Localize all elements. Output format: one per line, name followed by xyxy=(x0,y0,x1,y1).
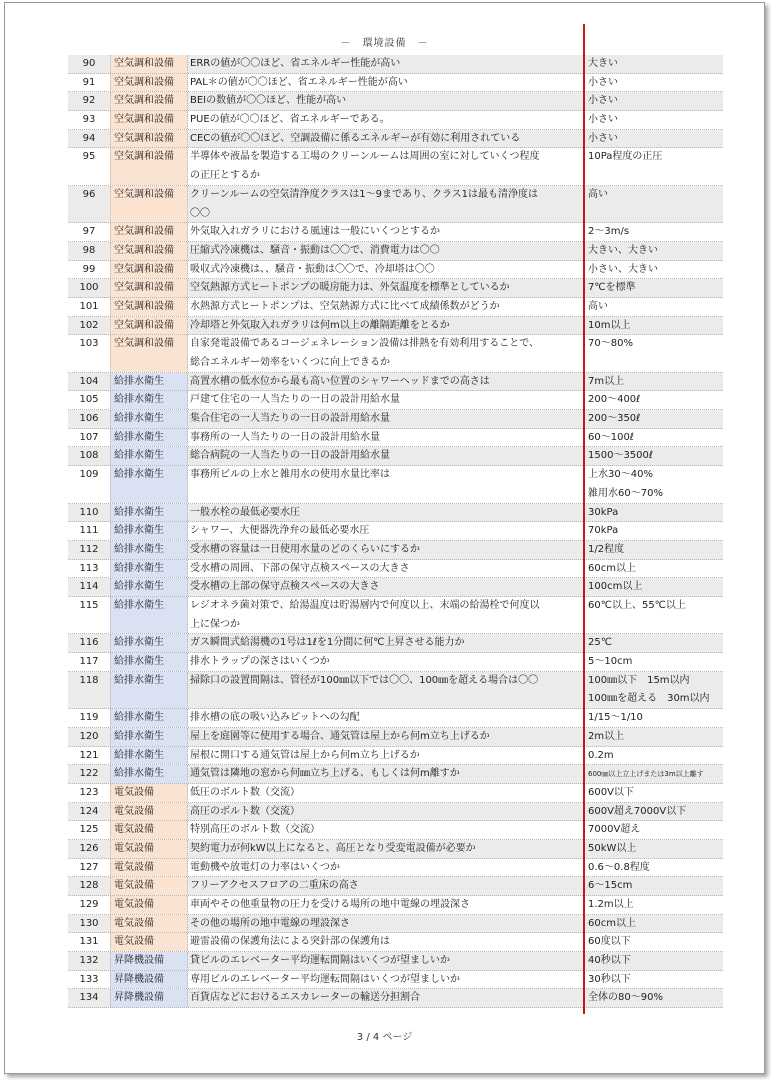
table-row xyxy=(68,989,723,1008)
row-category: 空気調和設備 xyxy=(110,335,188,371)
table-row xyxy=(68,803,723,822)
row-answer: 10m以上 xyxy=(583,317,723,335)
row-category: 電気設備 xyxy=(110,933,188,951)
row-answer: 高い xyxy=(583,186,723,222)
row-question: 専用ビルのエレベーター平均運転間隔はいくつが望ましいか xyxy=(190,973,460,985)
table-row xyxy=(68,821,723,840)
row-answer: 5～10cm xyxy=(583,653,723,671)
row-question: 百貨店などにおけるエスカレーターの輸送分担割合 xyxy=(190,992,420,1004)
row-question: 特別高圧のボルト数（交流） xyxy=(190,824,320,836)
row-number: 124 xyxy=(79,805,99,817)
row-answer: 小さい、大きい xyxy=(583,261,723,279)
row-answer: 70～80% xyxy=(583,335,723,371)
table-row xyxy=(68,709,723,728)
row-number: 133 xyxy=(79,973,99,985)
row-category: 昇降機設備 xyxy=(110,971,188,989)
row-category: 昇降機設備 xyxy=(110,989,188,1007)
row-category: 空気調和設備 xyxy=(110,111,188,129)
row-question: 冷却塔と外気取入れガラリは何m以上の離隔距離をとるか xyxy=(190,319,450,331)
row-number: 92 xyxy=(82,95,96,107)
table-row xyxy=(68,317,723,336)
table-row xyxy=(68,373,723,392)
row-number: 127 xyxy=(79,861,99,873)
row-category: 給排水衛生 xyxy=(110,373,188,391)
row-question: 貸ビルのエレベーター平均運転間隔はいくつが望ましいか xyxy=(190,955,450,967)
table-row xyxy=(68,765,723,784)
row-category: 空気調和設備 xyxy=(110,92,188,110)
row-answer: 小さい xyxy=(583,92,723,110)
row-answer: 600V超え7000V以下 xyxy=(583,803,723,821)
row-answer: 25℃ xyxy=(583,634,723,652)
row-category: 空気調和設備 xyxy=(110,55,188,73)
row-number: 115 xyxy=(79,600,99,611)
row-number: 122 xyxy=(79,768,99,780)
row-category: 空気調和設備 xyxy=(110,279,188,297)
row-question: フリーアクセスフロアの二重床の高さ xyxy=(190,880,359,892)
row-answer: 1.2m以上 xyxy=(583,896,723,914)
table-row xyxy=(68,541,723,560)
row-answer: 2m以上 xyxy=(583,728,723,746)
row-question: レジオネラ菌対策で、給湯温度は貯湯層内で何度以上、末端の給湯栓で何度以 上に保つか xyxy=(190,600,540,630)
row-number: 95 xyxy=(82,151,96,163)
row-answer: 600V以下 xyxy=(583,784,723,802)
row-category: 空気調和設備 xyxy=(110,223,188,241)
row-number: 90 xyxy=(82,58,96,69)
table-row xyxy=(68,915,723,934)
row-category: 空気調和設備 xyxy=(110,298,188,316)
row-answer: 60cm以上 xyxy=(583,915,723,933)
row-answer: 60度以下 xyxy=(583,933,723,951)
table-row xyxy=(68,74,723,93)
row-number: 107 xyxy=(79,431,99,443)
row-category: 給排水衛生 xyxy=(110,429,188,447)
row-category: 給排水衛生 xyxy=(110,560,188,578)
row-answer: 600㎜以上立上げまたは3m以上離す xyxy=(583,765,723,783)
table-row xyxy=(68,840,723,859)
row-answer: 1500～3500ℓ xyxy=(583,447,723,465)
row-question: 戸建て住宅の一人当たりの一日の設計用給水量 xyxy=(190,394,400,406)
row-question: 総合病院の一人当たりの一日の設計用給水量 xyxy=(190,450,390,462)
row-number: 94 xyxy=(82,132,96,144)
row-number: 131 xyxy=(79,936,99,948)
row-number: 110 xyxy=(79,506,99,518)
row-answer: 小さい xyxy=(583,111,723,129)
row-number: 113 xyxy=(79,562,99,574)
table-row xyxy=(68,896,723,915)
table-row xyxy=(68,55,723,74)
page-header: － 環境設備 － xyxy=(340,38,429,49)
row-question: 排水トラップの深さはいくつか xyxy=(190,656,330,668)
row-question: 屋上を庭園等に使用する場合、通気管は屋上から何m立ち上げるか xyxy=(190,730,490,742)
row-number: 121 xyxy=(79,749,99,761)
table-row xyxy=(68,877,723,896)
row-question: 集合住宅の一人当たりの一日の設計用給水量 xyxy=(190,413,390,425)
row-number: 101 xyxy=(79,300,99,312)
row-number: 123 xyxy=(79,786,99,798)
row-answer: 1/2程度 xyxy=(583,541,723,559)
answer-divider-line xyxy=(583,24,585,1014)
row-question: 低圧のボルト数（交流） xyxy=(190,786,300,798)
row-number: 93 xyxy=(82,114,96,126)
table-row xyxy=(68,148,723,185)
row-question: 屋根に開口する通気管は屋上から何m立ち上げるか xyxy=(190,749,420,761)
table-row xyxy=(68,653,723,672)
row-question: クリーンルームの空気清浄度クラスは1～9まであり、クラス1は最も清浄度は 〇〇 xyxy=(190,188,539,219)
row-question: 排水槽の底の吸い込みピットへの勾配 xyxy=(190,712,360,724)
row-category: 給排水衛生 xyxy=(110,504,188,522)
row-question: 事務所ビルの上水と雑用水の使用水量比率は xyxy=(190,469,390,481)
table-row xyxy=(68,971,723,990)
row-question: PUEの値が〇〇ほど、省エネルギーである。 xyxy=(190,114,390,126)
table-row xyxy=(68,298,723,317)
row-answer: 1/15～1/10 xyxy=(583,709,723,727)
row-category: 電気設備 xyxy=(110,784,188,802)
row-category: 空気調和設備 xyxy=(110,242,188,260)
table-row xyxy=(68,728,723,747)
table-row xyxy=(68,130,723,149)
row-answer: 7000V超え xyxy=(583,821,723,839)
row-answer: 60cm以上 xyxy=(583,560,723,578)
row-number: 100 xyxy=(79,282,99,294)
table-row xyxy=(68,447,723,466)
row-category: 電気設備 xyxy=(110,877,188,895)
question-table xyxy=(68,55,723,1008)
row-question: 受水槽の周囲、下部の保守点検スペースの大きさ xyxy=(190,562,410,574)
row-question: 高圧のボルト数（交流） xyxy=(190,805,300,817)
row-answer: 70kPa xyxy=(583,522,723,540)
row-number: 128 xyxy=(79,880,99,892)
row-question: BEIの数値が〇〇ほど、性能が高い xyxy=(190,95,347,107)
row-category: 給排水衛生 xyxy=(110,578,188,596)
row-question: 吸収式冷凍機は、、騒音・振動は〇〇で、冷却塔は〇〇 xyxy=(190,263,435,275)
row-category: 電気設備 xyxy=(110,859,188,877)
row-answer: 10Pa程度の正圧 xyxy=(583,148,723,184)
row-category: 電気設備 xyxy=(110,915,188,933)
page-number: 3 / 4 ページ xyxy=(356,1032,413,1043)
row-answer: 60～100ℓ xyxy=(583,429,723,447)
table-row xyxy=(68,634,723,653)
row-category: 給排水衛生 xyxy=(110,541,188,559)
row-category: 給排水衛生 xyxy=(110,765,188,783)
table-row xyxy=(68,261,723,280)
row-question: 外気取入れガラリにおける風速は一般にいくつとするか xyxy=(190,226,440,238)
row-category: 空気調和設備 xyxy=(110,317,188,335)
row-question: ガス瞬間式給湯機の1号は1ℓを1分間に何℃上昇させる能力か xyxy=(190,637,465,649)
table-row xyxy=(68,859,723,878)
row-category: 給排水衛生 xyxy=(110,391,188,409)
row-category: 給排水衛生 xyxy=(110,466,188,502)
table-row xyxy=(68,391,723,410)
row-number: 106 xyxy=(79,413,99,425)
row-answer: 200～350ℓ xyxy=(583,410,723,428)
row-question: その他の場所の地中電線の埋設深さ xyxy=(190,917,350,929)
table-row xyxy=(68,784,723,803)
row-number: 130 xyxy=(79,917,99,929)
table-row xyxy=(68,410,723,429)
row-answer: 50kW以上 xyxy=(583,840,723,858)
row-category: 給排水衛生 xyxy=(110,653,188,671)
row-answer: 60℃以上、55℃以上 xyxy=(583,597,723,633)
row-question: 受水槽の容量は一日使用水量のどのくらいにするか xyxy=(190,543,420,555)
row-number: 132 xyxy=(79,955,99,967)
row-answer: 0.2m xyxy=(583,747,723,765)
row-question: 自家発電設備であるコージェネレーション設備は排熱を有効利用することで、 総合エネルギー効率をいくつに向上できるか xyxy=(190,338,539,369)
table-row xyxy=(68,933,723,952)
row-question: 通気管は隣地の窓から何㎜立ち上げる、もしくは何m離すか xyxy=(190,768,460,780)
row-question: 電動機や放電灯の力率はいくつか xyxy=(190,861,340,873)
row-answer: 上水30～40% 雑用水60～70% xyxy=(583,466,723,502)
table-row xyxy=(68,747,723,766)
row-question: 契約電力が何kW以上になると、高圧となり受変電設備が必要か xyxy=(190,842,476,854)
row-answer: 200～400ℓ xyxy=(583,391,723,409)
row-number: 108 xyxy=(79,450,99,462)
row-category: 空気調和設備 xyxy=(110,186,188,222)
table-row xyxy=(68,186,723,223)
row-question: ERRの値が〇〇ほど、省エネルギー性能が高い xyxy=(190,58,401,69)
row-answer: 7℃を標準 xyxy=(583,279,723,297)
row-number: 111 xyxy=(79,525,99,537)
table-row xyxy=(68,429,723,448)
row-number: 99 xyxy=(82,263,96,275)
row-number: 117 xyxy=(79,656,99,668)
table-row xyxy=(68,952,723,971)
row-question: 半導体や液晶を製造する工場のクリーンルームは周囲の室に対していくつ程度 の正圧とするか xyxy=(190,151,540,182)
row-number: 120 xyxy=(79,730,99,742)
table-row xyxy=(68,597,723,634)
row-answer: 7m以上 xyxy=(583,373,723,391)
row-category: 給排水衛生 xyxy=(110,672,188,708)
row-category: 給排水衛生 xyxy=(110,447,188,465)
row-question: 一般水栓の最低必要水圧 xyxy=(190,506,300,518)
row-answer: 高い xyxy=(583,298,723,316)
table-row xyxy=(68,672,723,709)
row-answer: 小さい xyxy=(583,74,723,92)
row-answer: 小さい xyxy=(583,130,723,148)
table-row xyxy=(68,279,723,298)
row-number: 116 xyxy=(79,637,99,649)
row-question: 圧縮式冷凍機は、騒音・振動は〇〇で、消費電力は〇〇 xyxy=(190,244,440,256)
table-row xyxy=(68,560,723,579)
row-category: 電気設備 xyxy=(110,896,188,914)
row-category: 電気設備 xyxy=(110,803,188,821)
row-number: 119 xyxy=(79,712,99,724)
row-category: 電気設備 xyxy=(110,840,188,858)
row-category: 空気調和設備 xyxy=(110,74,188,92)
row-question: CECの値が〇〇ほど、空調設備に係るエネルギーが有効に利用されている xyxy=(190,132,521,144)
row-number: 126 xyxy=(79,842,99,854)
row-category: 空気調和設備 xyxy=(110,261,188,279)
table-row xyxy=(68,504,723,523)
row-question: PAL＊の値が〇〇ほど、省エネルギー性能が高い xyxy=(190,76,408,88)
row-number: 97 xyxy=(82,226,96,238)
row-question: 受水槽の上部の保守点検スペースの大きさ xyxy=(190,581,380,593)
row-number: 114 xyxy=(79,581,99,593)
table-row xyxy=(68,242,723,261)
table-row xyxy=(68,466,723,503)
row-answer: 30秒以下 xyxy=(583,971,723,989)
row-number: 109 xyxy=(79,469,99,481)
row-category: 給排水衛生 xyxy=(110,728,188,746)
row-question: 車両やその他重量物の圧力を受ける場所の地中電線の埋設深さ xyxy=(190,899,470,911)
table-row xyxy=(68,522,723,541)
row-number: 98 xyxy=(82,244,96,256)
row-category: 給排水衛生 xyxy=(110,410,188,428)
row-answer: 6～15cm xyxy=(583,877,723,895)
row-question: 掃除口の設置間隔は、管径が100㎜以下では〇〇、100㎜を超える場合は〇〇 xyxy=(190,674,539,686)
row-answer: 100cm以上 xyxy=(583,578,723,596)
row-category: 電気設備 xyxy=(110,821,188,839)
row-question: 空気熱源方式ヒートポンプの暖房能力は、外気温度を標準としているか xyxy=(190,282,510,294)
row-answer: 2～3m/s xyxy=(583,223,723,241)
table-row xyxy=(68,335,723,372)
row-category: 給排水衛生 xyxy=(110,709,188,727)
row-question: 事務所の一人当たりの一日の設計用給水量 xyxy=(190,431,380,443)
row-answer: 大きい xyxy=(583,55,723,73)
row-category: 給排水衛生 xyxy=(110,597,188,633)
table-row xyxy=(68,223,723,242)
row-number: 112 xyxy=(79,543,99,555)
row-question: 高置水槽の低水位から最も高い位置のシャワーヘッドまでの高さは xyxy=(190,375,490,387)
row-number: 104 xyxy=(79,375,99,387)
row-number: 102 xyxy=(79,319,99,331)
row-answer: 100㎜以下 15m以内 100㎜を超える 30m以内 xyxy=(583,672,723,708)
row-number: 129 xyxy=(79,899,99,911)
row-category: 給排水衛生 xyxy=(110,522,188,540)
row-answer: 全体の80～90% xyxy=(583,989,723,1007)
table-row xyxy=(68,111,723,130)
row-question: 水熱源方式ヒートポンプは、空気熱源方式に比べて成績係数がどうか xyxy=(190,300,500,312)
row-number: 91 xyxy=(82,76,96,88)
row-number: 134 xyxy=(79,992,99,1004)
row-number: 96 xyxy=(82,188,96,200)
row-category: 空気調和設備 xyxy=(110,148,188,184)
row-number: 118 xyxy=(79,674,99,686)
row-answer: 0.6～0.8程度 xyxy=(583,859,723,877)
row-number: 105 xyxy=(79,394,99,406)
row-number: 103 xyxy=(79,338,99,350)
table-row xyxy=(68,92,723,111)
row-answer: 30kPa xyxy=(583,504,723,522)
row-answer: 大きい、大きい xyxy=(583,242,723,260)
table-row xyxy=(68,578,723,597)
row-category: 空気調和設備 xyxy=(110,130,188,148)
row-category: 給排水衛生 xyxy=(110,634,188,652)
row-number: 125 xyxy=(79,824,99,836)
row-category: 昇降機設備 xyxy=(110,952,188,970)
row-category: 給排水衛生 xyxy=(110,747,188,765)
row-question: シャワー、大便器洗浄弁の最低必要水圧 xyxy=(190,525,370,537)
row-question: 避雷設備の保護角法による突針部の保護角は xyxy=(190,936,390,948)
document-page xyxy=(4,2,765,1074)
row-answer: 40秒以下 xyxy=(583,952,723,970)
